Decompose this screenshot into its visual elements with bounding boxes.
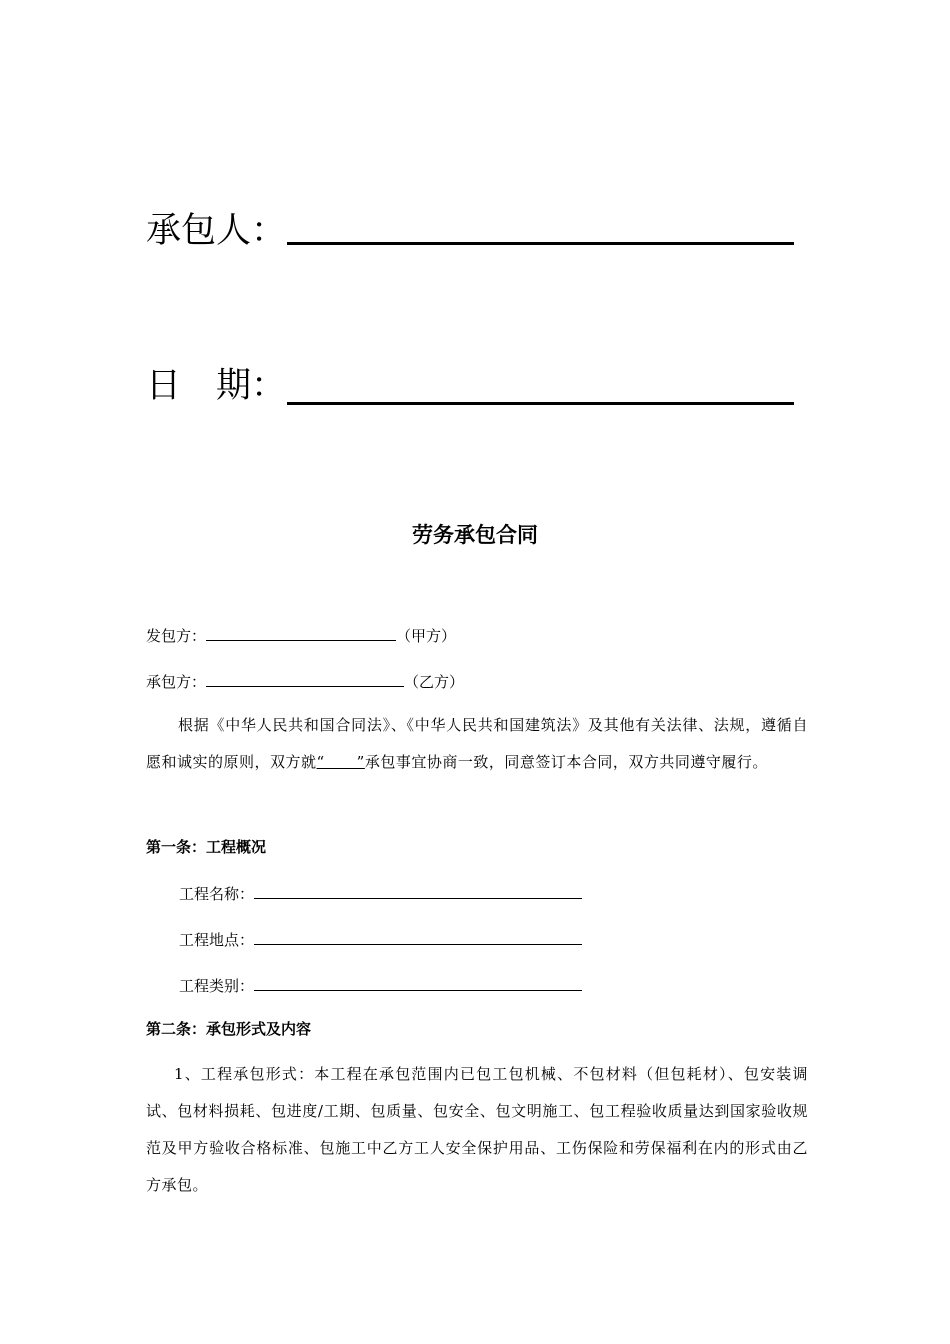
date-signature-line bbox=[287, 402, 794, 405]
issuer-suffix: （甲方） bbox=[396, 627, 457, 645]
project-location-field bbox=[179, 929, 582, 950]
project-name-field bbox=[179, 883, 582, 904]
project-name-label: 工程名称： bbox=[179, 885, 255, 903]
contractor-signature-label: 承包人： bbox=[146, 211, 287, 251]
project-category-field bbox=[179, 975, 582, 996]
project-name-blank: “ ” bbox=[316, 753, 365, 771]
contractor-party-line bbox=[146, 671, 464, 692]
contractor-blank bbox=[206, 671, 404, 687]
project-location-line bbox=[254, 929, 582, 945]
article2-clause1: 1、工程承包形式：本工程在承包范围内已包工包机械、不包材料（但包耗材）、包安装调试、包材料损耗、包进度/工期、包质量、包安全、包文明施工、包工程验收质量达到国家验收规范及甲方验收合格标准、包施工中乙方工人安全保护用品、工伤保险和劳保福利在内的形式由乙方承包。 bbox=[146, 1065, 808, 1194]
contractor-suffix: （乙方） bbox=[404, 673, 465, 691]
date-signature-row bbox=[146, 366, 286, 406]
preamble-part2: 承包事宜协商一致，同意签订本合同，双方共同遵守履行。 bbox=[364, 753, 768, 771]
date-signature-label: 日 期： bbox=[146, 366, 287, 406]
preamble-part1: 根据《中华人民共和国合同法》、《中华人民共和国建筑法》及其他有关法律、法规，遵循自愿和诚实的原则，双方就 bbox=[146, 716, 808, 771]
issuer-blank bbox=[206, 625, 396, 641]
issuer-label: 发包方： bbox=[146, 627, 207, 645]
project-category-line bbox=[254, 975, 582, 991]
contractor-signature-row bbox=[146, 211, 286, 251]
project-name-line bbox=[254, 883, 582, 899]
article1-heading: 第一条：工程概况 bbox=[146, 838, 267, 856]
contractor-label: 承包方： bbox=[146, 673, 207, 691]
project-location-label: 工程地点： bbox=[179, 931, 255, 949]
preamble-paragraph bbox=[146, 707, 808, 781]
contract-title: 劳务承包合同 bbox=[412, 523, 538, 547]
article2-heading: 第二条：承包形式及内容 bbox=[146, 1020, 312, 1038]
project-category-label: 工程类别： bbox=[179, 977, 255, 995]
issuer-party-line bbox=[146, 625, 456, 646]
contractor-signature-line bbox=[287, 242, 794, 245]
